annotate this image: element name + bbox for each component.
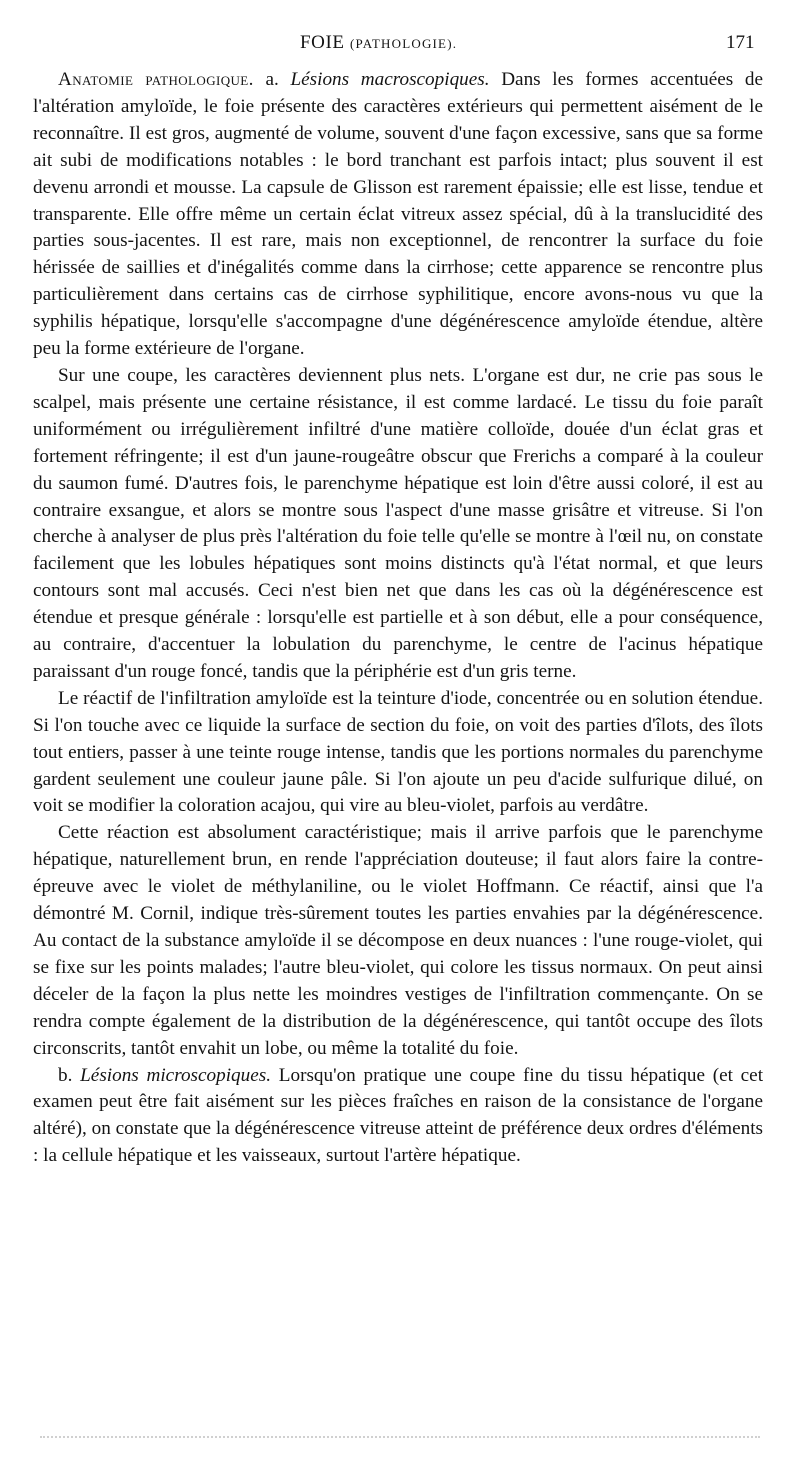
subsection-title-microscopic: Lésions microscopiques. xyxy=(80,1064,272,1086)
paragraph-1-text: Dans les formes accentuées de l'altération amyloïde, le foie présente des caractères extérieurs qui permettent aisément de le reconnaître. Il est gros, augmenté de volume, souvent d'une façon excessive, sans que sa forme ait subi de modifications notables : le bord tranchant est parfois intact; plus souvent il est devenu arrondi et mousse. La capsule de Glisson est rarement épaissie; elle est lisse, tendue et transparente. Elle offre même un certain éclat vitreux assez spécial, dû à la translucidité des parties sous-jacentes. Il est rare, mais non exceptionnel, de rencontrer la surface du foie hérissée de saillies et d'inégalités comme dans la cirrhose; cette apparence se rencontre plus particulièrement dans certains cas de cirrhose syphilitique, encore avons-nous vu que la syphilis hépatique, lorsqu'elle s'accompagne d'une dégénérescence amyloïde étendue, altère peu la forme extérieure de l'organe. xyxy=(33,69,764,360)
bottom-bleed-marks xyxy=(40,1436,760,1444)
subsection-label-a: a. xyxy=(265,69,279,90)
paragraph-5 xyxy=(33,1063,763,1171)
section-heading: Anatomie pathologique. xyxy=(58,69,254,90)
paragraph-3: Le réactif de l'infiltration amyloïde est la teinture d'iode, concentrée ou en solution étendue. Si l'on touche avec ce liquide la surface de section du foie, on voit des parties d'îlots, des îlots tout entiers, passer à une teinte rouge intense, tandis que les portions normales du parenchyme gardent seulement une couleur jaune pâle. Si l'on ajoute un peu d'acide sulfurique dilué, on voit se modifier la coloration acajou, qui vire au bleu-violet, parfois au verdâtre. xyxy=(33,687,763,817)
running-head xyxy=(0,32,800,58)
subsection-label-b: b. xyxy=(58,1064,73,1086)
paragraph-4: Cette réaction est absolument caractéristique; mais il arrive parfois que le parenchyme hépatique, naturellement brun, en rende l'appréciation douteuse; il faut alors faire la contre-épreuve avec le violet de méthylaniline, ou le violet Hoffmann. Ce réactif, ainsi que l'a démontré M. Cornil, indique très-sûrement toutes les parties envahies par la dégénérescence. Au contact de la substance amyloïde il se décompose en deux nuances : l'une rouge-violet, qui se fixe sur les points malades; l'autre bleu-violet, qui colore les tissus normaux. On peut ainsi déceler de la façon la plus nette les moindres vestiges de l'infiltration commençante. On se rendra compte également de la distribution de la dégénérescence, qui tantôt occupe des îlots circonscrits, tantôt envahit un lobe, ou même la totalité du foie. xyxy=(33,822,763,1059)
body-text xyxy=(33,67,763,1170)
running-title-main: FOIE xyxy=(300,32,345,53)
paragraph-2: Sur une coupe, les caractères deviennent plus nets. L'organe est dur, ne crie pas sous le scalpel, mais présente une certaine résistance, il est comme lardacé. Le tissu du foie paraît uniformément ou irrégulièrement infiltré d'une matière colloïde, douée d'un éclat gras et fortement réfringente; il est d'un jaune-rougeâtre obscur que Frerichs a comparé à la couleur du saumon fumé. D'autres fois, le parenchyme hépatique est loin d'être aussi coloré, il est au contraire exsangue, et alors se montre sous l'aspect d'une masse grisâtre et vitreuse. Si l'on cherche à analyser de plus près l'altération du foie telle qu'elle se montre à l'œil nu, on constate facilement que les lobules hépatiques sont moins distincts qu'à l'état normal, et que leurs contours sont mal accusés. Ceci n'est bien net que dans les cas où la dégénérescence est étendue et presque générale : lorsqu'elle est partielle et à son début, elle a pour conséquence, au contraire, d'accentuer la lobulation du parenchyme, le centre de l'acinus hépatique paraissant d'un rouge foncé, tandis que la périphérie est d'un gris terne. xyxy=(33,364,763,682)
subsection-title-macroscopic: Lésions macroscopiques. xyxy=(290,69,490,90)
page-number: 171 xyxy=(726,32,755,53)
paragraph-1 xyxy=(33,67,763,363)
paragraph-5-text: Lorsqu'on pratique une coupe fine du tissu hépatique (et cet examen peut être fait aisément sur les pièces fraîches en raison de la consistance de l'organe altéré), on constate que la dégénérescence vitreuse atteint de préférence deux ordres d'éléments : la cellule hépatique et les vaisseaux, surtout l'artère hépatique. xyxy=(33,1064,764,1167)
running-title xyxy=(300,32,457,54)
running-title-sub: (PATHOLOGIE). xyxy=(349,36,458,51)
